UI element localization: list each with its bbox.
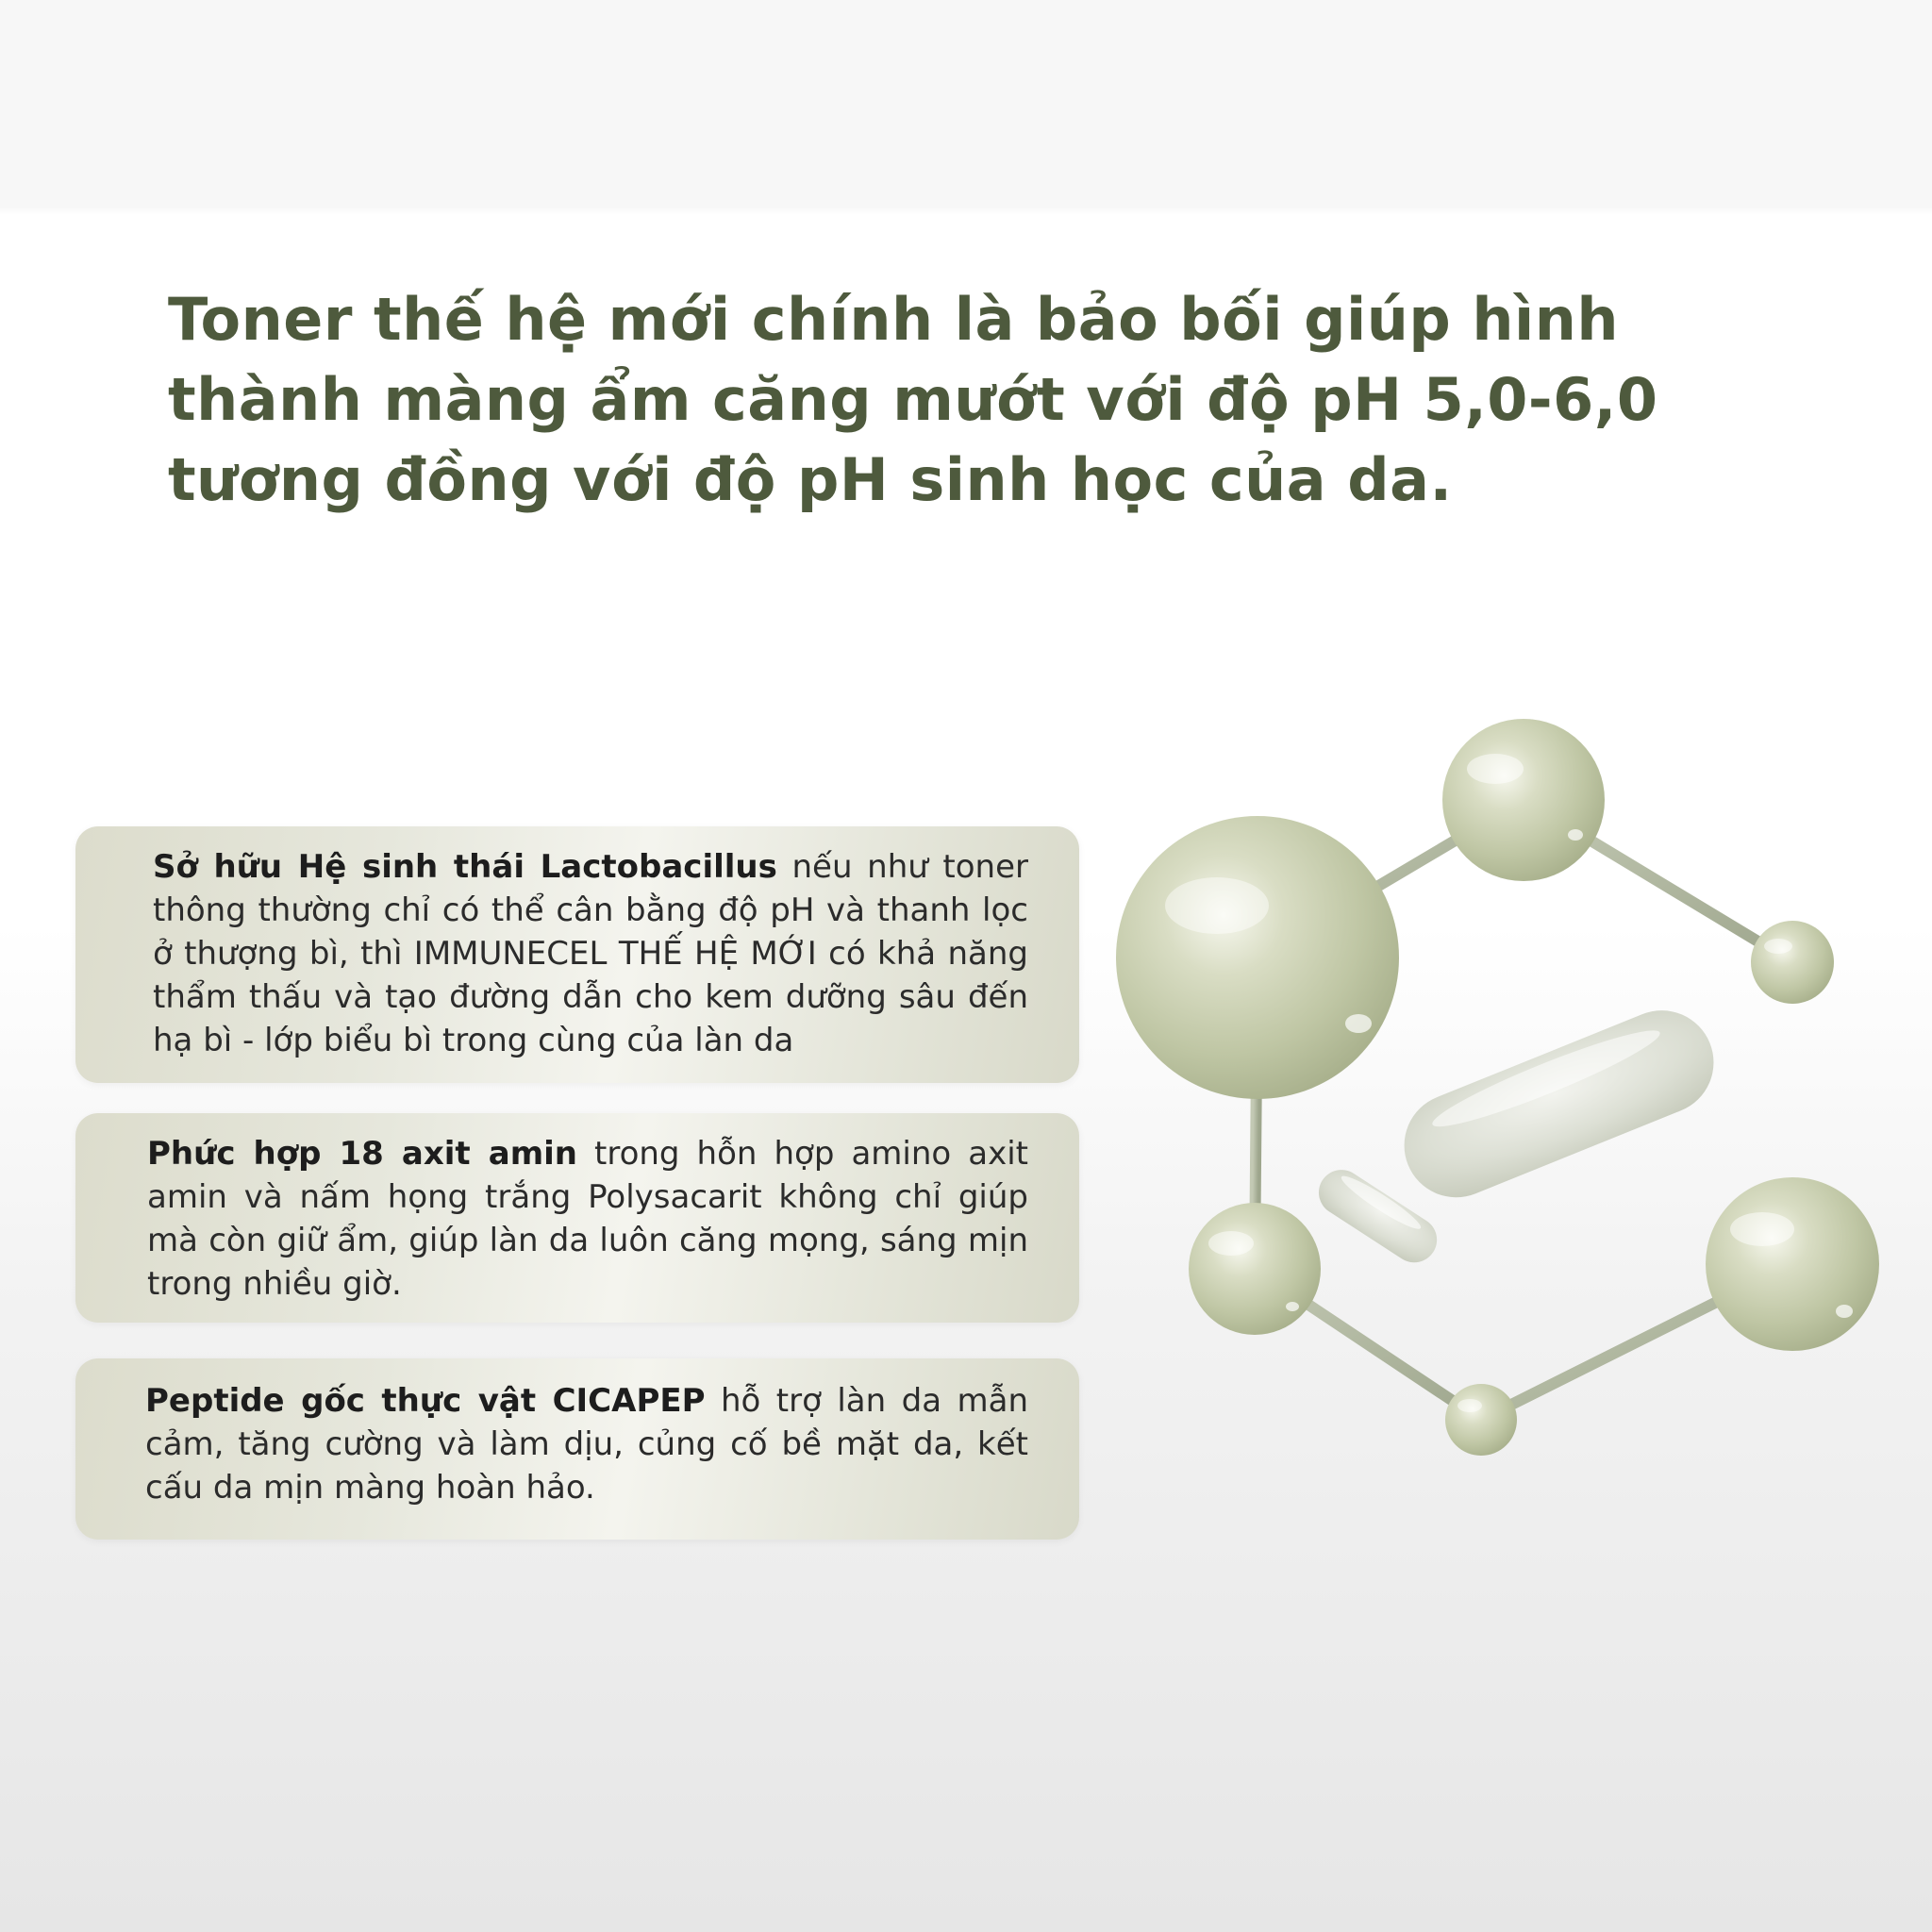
- feature-card-amino-acids: [75, 1113, 1079, 1323]
- sphere-large: [1116, 816, 1399, 1099]
- feature-title: Phức hợp 18 axit amin: [147, 1135, 577, 1173]
- headline: Toner thế hệ mới chính là bảo bối giúp hình thành màng ẩm căng mướt với độ pH 5,0-6,0 tương đồng với độ pH sinh học của da.: [168, 285, 1658, 514]
- sphere-top: [1442, 719, 1605, 881]
- feature-card-lactobacillus: [75, 826, 1079, 1083]
- feature-title: Sở hữu Hệ sinh thái Lactobacillus: [153, 848, 777, 886]
- feature-text: [147, 1132, 1028, 1306]
- feature-title: Peptide gốc thực vật CICAPEP: [145, 1382, 706, 1420]
- feature-card-cicapep: [75, 1358, 1079, 1540]
- sphere-small-bottom: [1445, 1384, 1517, 1456]
- feature-description: nếu như toner thông thường chỉ có thể cân bằng độ pH và thanh lọc ở thượng bì, thì IMMUNECEL THẾ HỆ MỚI có khả năng thẩm thấu và tạo đường dẫn cho kem dưỡng sâu đến hạ bì - lớp biểu bì trong cùng của làn da: [153, 848, 1028, 1059]
- feature-text: [153, 845, 1028, 1062]
- sphere-left: [1189, 1203, 1321, 1335]
- feature-description: hỗ trợ làn da mẫn cảm, tăng cường và làm dịu, củng cố bề mặt da, kết cấu da mịn màng hoàn hảo.: [145, 1382, 1028, 1507]
- sphere-bottom-right: [1706, 1177, 1879, 1351]
- capsule-large: [1389, 995, 1729, 1213]
- molecule-illustration: [1094, 698, 1896, 1509]
- sphere-small-right: [1751, 921, 1834, 1004]
- feature-text: [145, 1379, 1028, 1509]
- feature-description: trong hỗn hợp amino axit amin và nấm họng trắng Polysacarit không chỉ giúp mà còn giữ ẩm, giúp làn da luôn căng mọng, sáng mịn trong nhiều giờ.: [147, 1135, 1028, 1303]
